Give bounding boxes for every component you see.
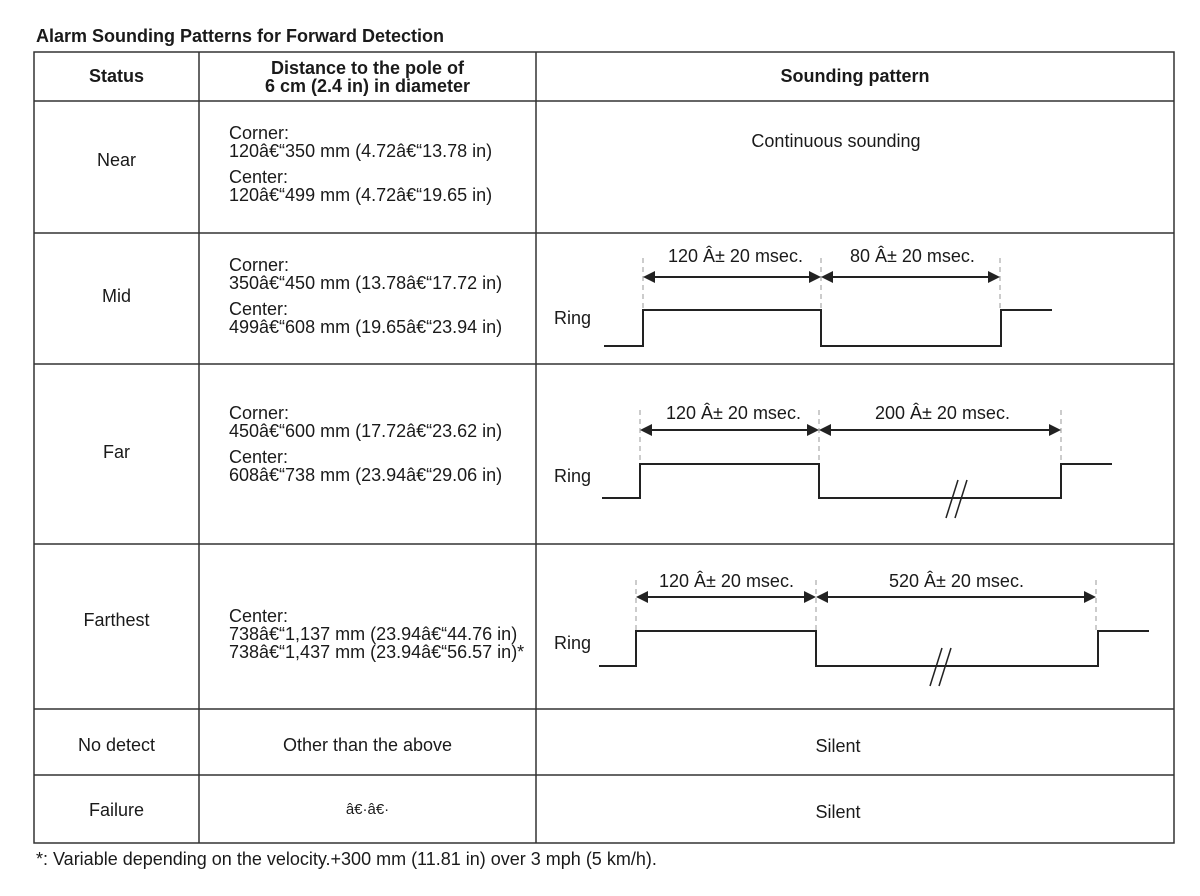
distance-label: Center:	[229, 299, 289, 319]
status-far: Far	[103, 442, 130, 462]
status-mid: Mid	[101, 286, 131, 306]
pattern-silent: Silent	[815, 802, 861, 822]
on-duration-label: 120 Â± 20 msec.	[659, 571, 794, 591]
status-failure: Failure	[88, 800, 145, 820]
distance-value: 608â€“738 mm (23.94â€“29.06 in)	[229, 465, 503, 485]
distance-label: Corner:	[229, 255, 290, 275]
ring-label: Ring	[554, 633, 592, 653]
pattern-silent: Silent	[815, 736, 861, 756]
distance-value: 738â€“1,437 mm (23.94â€“56.57 in)*	[229, 642, 525, 662]
distance-value: 738â€“1,137 mm (23.94â€“44.76 in)	[229, 624, 518, 644]
distance-value: 350â€“450 mm (13.78â€“17.72 in)	[229, 273, 503, 293]
header-status: Status	[88, 66, 144, 86]
pattern-continuous: Continuous sounding	[751, 131, 921, 151]
distance-value: 450â€“600 mm (17.72â€“23.62 in)	[229, 421, 503, 441]
ring-label: Ring	[554, 308, 592, 328]
header-pattern: Sounding pattern	[780, 66, 930, 86]
table-title: Alarm Sounding Patterns for Forward Detection	[36, 26, 445, 46]
distance-label: Corner:	[229, 403, 290, 423]
distance-label: Corner:	[229, 123, 290, 143]
off-duration-label: 200 Â± 20 msec.	[875, 403, 1010, 423]
status-farthest: Farthest	[83, 610, 150, 630]
footnote: *: Variable depending on the velocity.+300 mm (11.81 in) over 3 mph (5 km/h).	[36, 849, 657, 869]
distance-no-detect: Other than the above	[282, 735, 453, 755]
ring-label: Ring	[554, 466, 592, 486]
distance-value: 120â€“499 mm (4.72â€“19.65 in)	[229, 185, 493, 205]
distance-failure: â€·â€·	[345, 801, 390, 818]
off-duration-label: 80 Â± 20 msec.	[850, 246, 975, 266]
on-duration-label: 120 Â± 20 msec.	[668, 246, 803, 266]
header-distance-line2: 6 cm (2.4 in) in diameter	[264, 76, 471, 96]
on-duration-label: 120 Â± 20 msec.	[666, 403, 801, 423]
header-distance-line1: Distance to the pole of	[270, 58, 465, 78]
distance-label: Center:	[229, 606, 289, 626]
distance-label: Center:	[229, 447, 289, 467]
distance-value: 120â€“350 mm (4.72â€“13.78 in)	[229, 141, 493, 161]
distance-value: 499â€“608 mm (19.65â€“23.94 in)	[229, 317, 503, 337]
status-no-detect: No detect	[77, 735, 156, 755]
distance-label: Center:	[229, 167, 289, 187]
off-duration-label: 520 Â± 20 msec.	[889, 571, 1024, 591]
status-near: Near	[96, 150, 136, 170]
